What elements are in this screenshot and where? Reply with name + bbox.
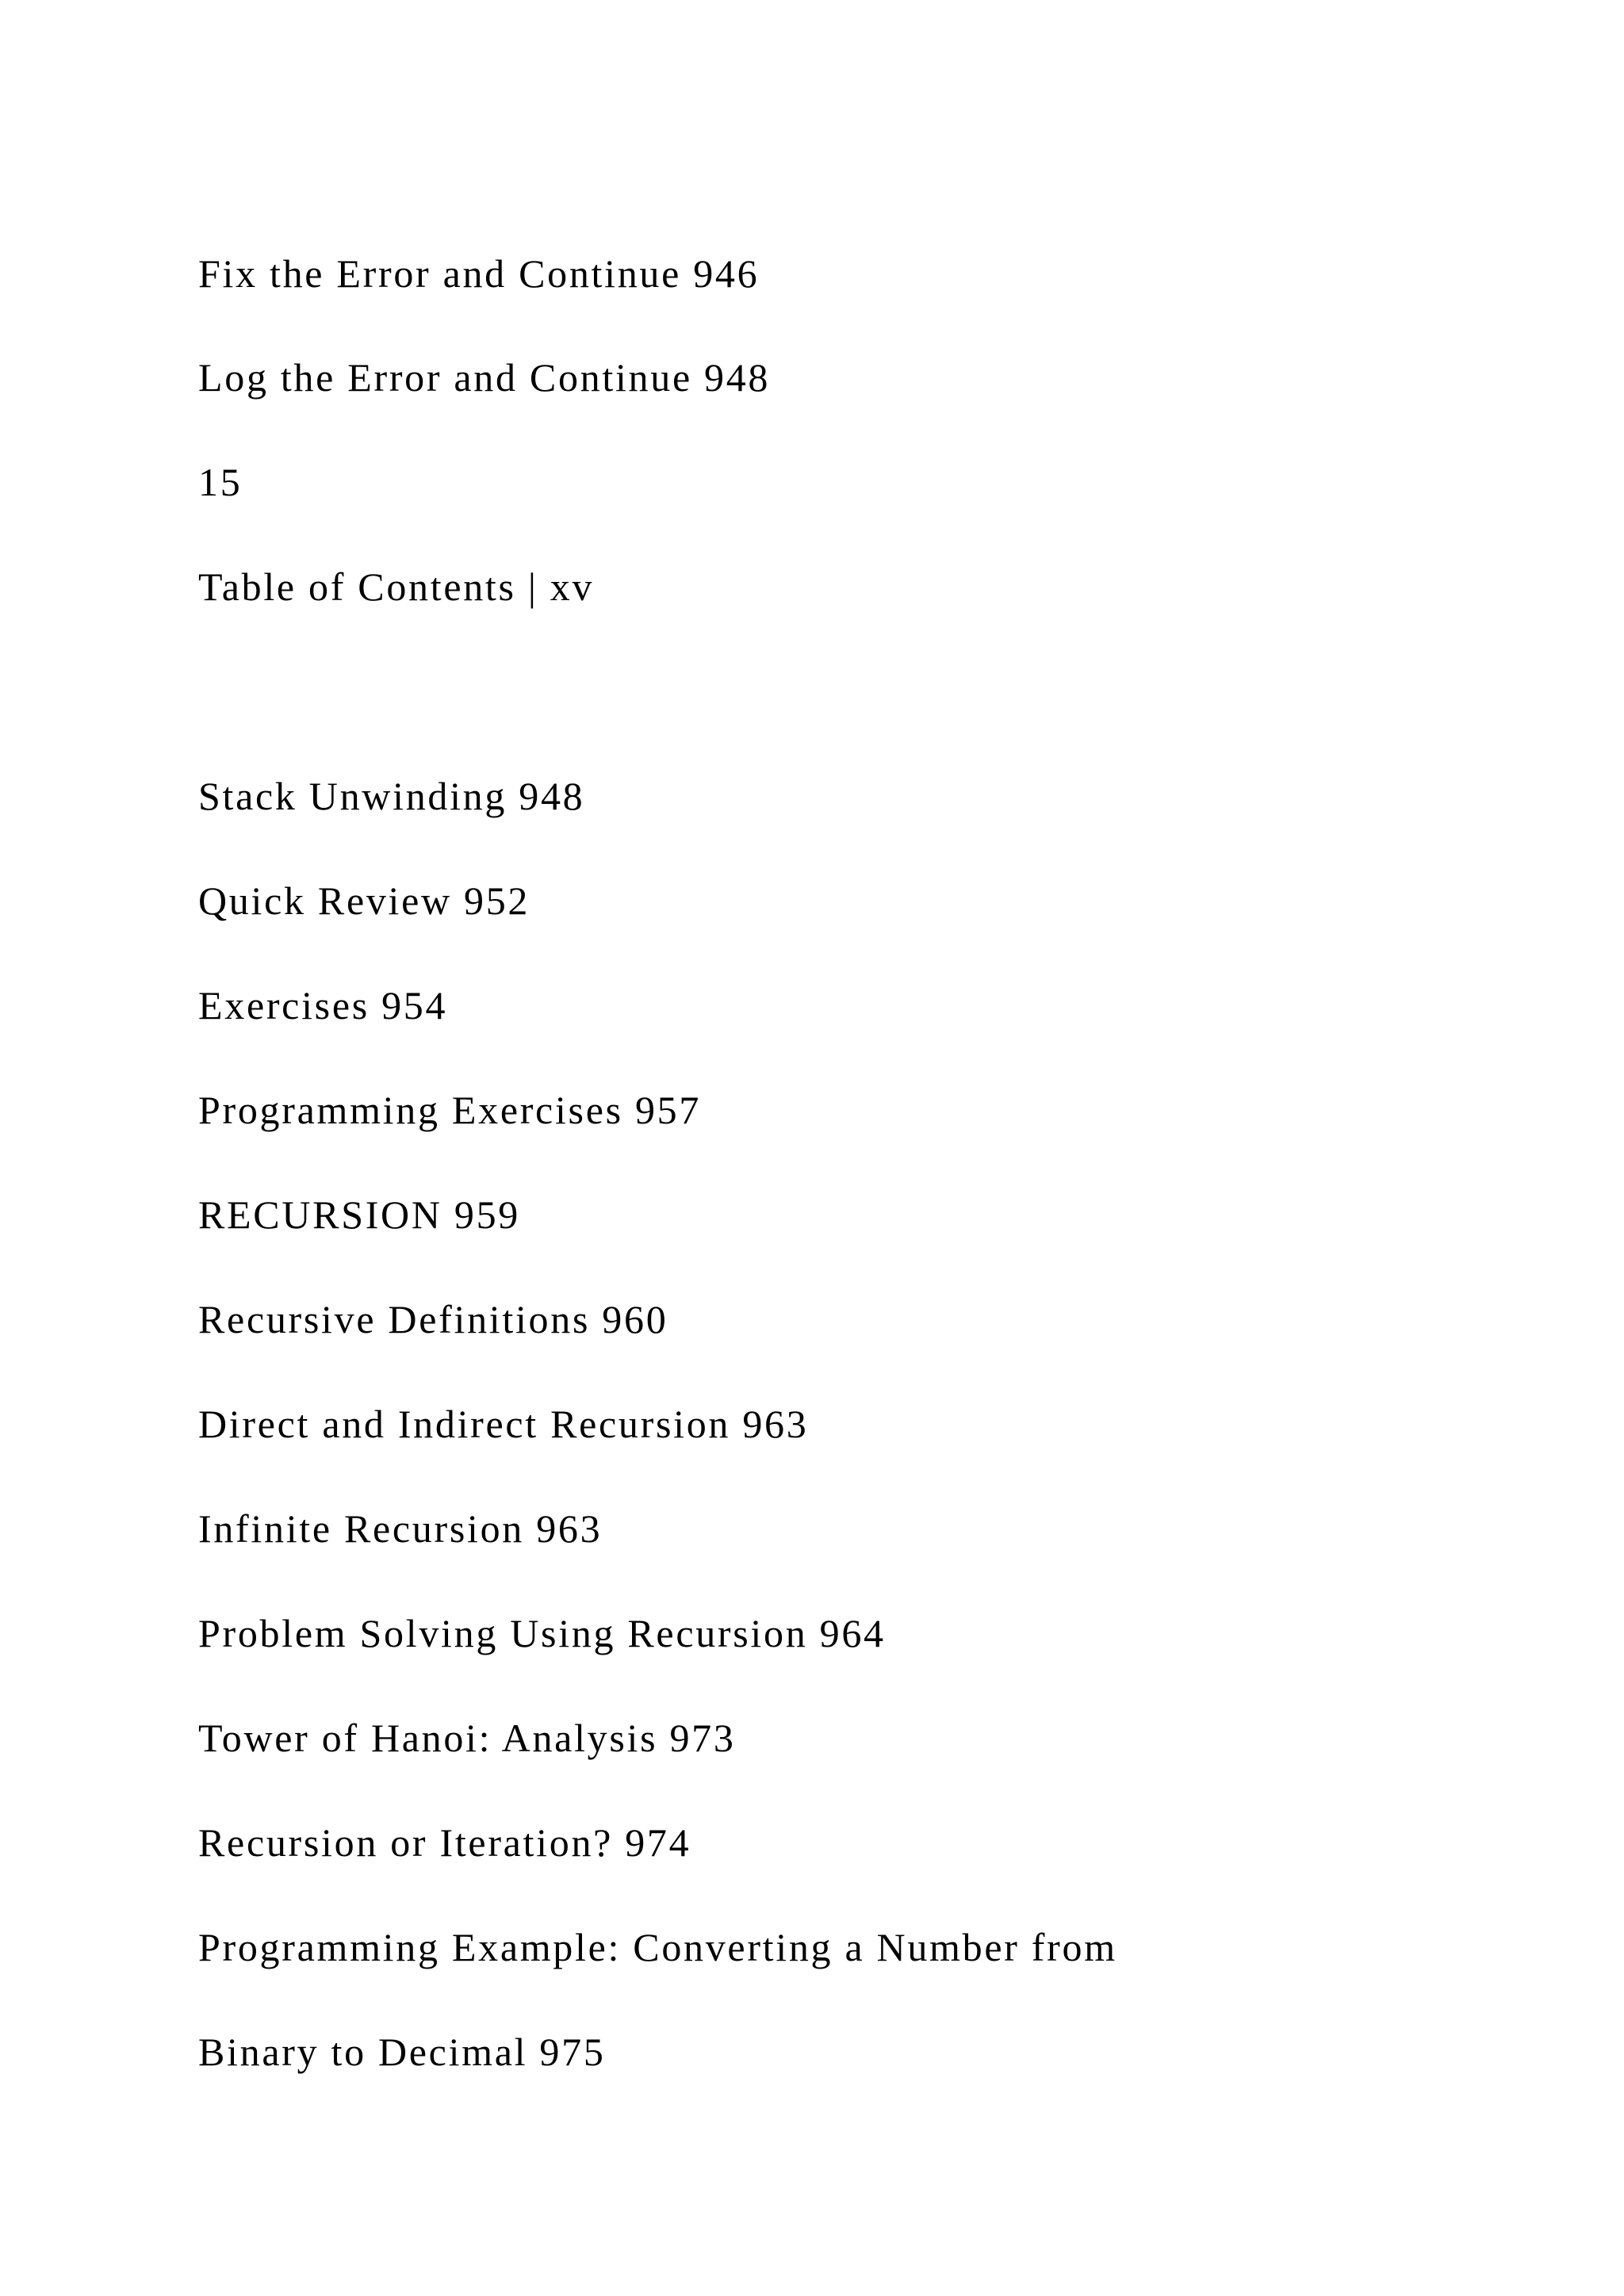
toc-entry-programming-exercises: Programming Exercises 957 (198, 1088, 702, 1132)
toc-entry-recursive-definitions: Recursive Definitions 960 (198, 1297, 668, 1341)
toc-entry-direct-indirect-recursion: Direct and Indirect Recursion 963 (198, 1402, 809, 1446)
running-header: Table of Contents | xv (198, 564, 595, 609)
toc-entry-problem-solving: Problem Solving Using Recursion 964 (198, 1611, 886, 1655)
toc-entry-exercises: Exercises 954 (198, 983, 448, 1027)
chapter-title-recursion: RECURSION 959 (198, 1192, 520, 1237)
toc-entry-tower-of-hanoi: Tower of Hanoi: Analysis 973 (198, 1716, 736, 1760)
toc-entry-recursion-or-iteration: Recursion or Iteration? 974 (198, 1820, 691, 1865)
toc-entry-programming-example: Programming Example: Converting a Number from (198, 1925, 1117, 1969)
chapter-number: 15 (198, 460, 243, 504)
toc-entry-binary-to-decimal: Binary to Decimal 975 (198, 2030, 606, 2074)
toc-entry-stack-unwinding: Stack Unwinding 948 (198, 774, 585, 818)
toc-entry-log-the-error: Log the Error and Continue 948 (198, 355, 771, 400)
toc-entry-infinite-recursion: Infinite Recursion 963 (198, 1506, 603, 1551)
toc-entry-fix-the-error: Fix the Error and Continue 946 (198, 251, 760, 296)
toc-entry-quick-review: Quick Review 952 (198, 878, 530, 923)
